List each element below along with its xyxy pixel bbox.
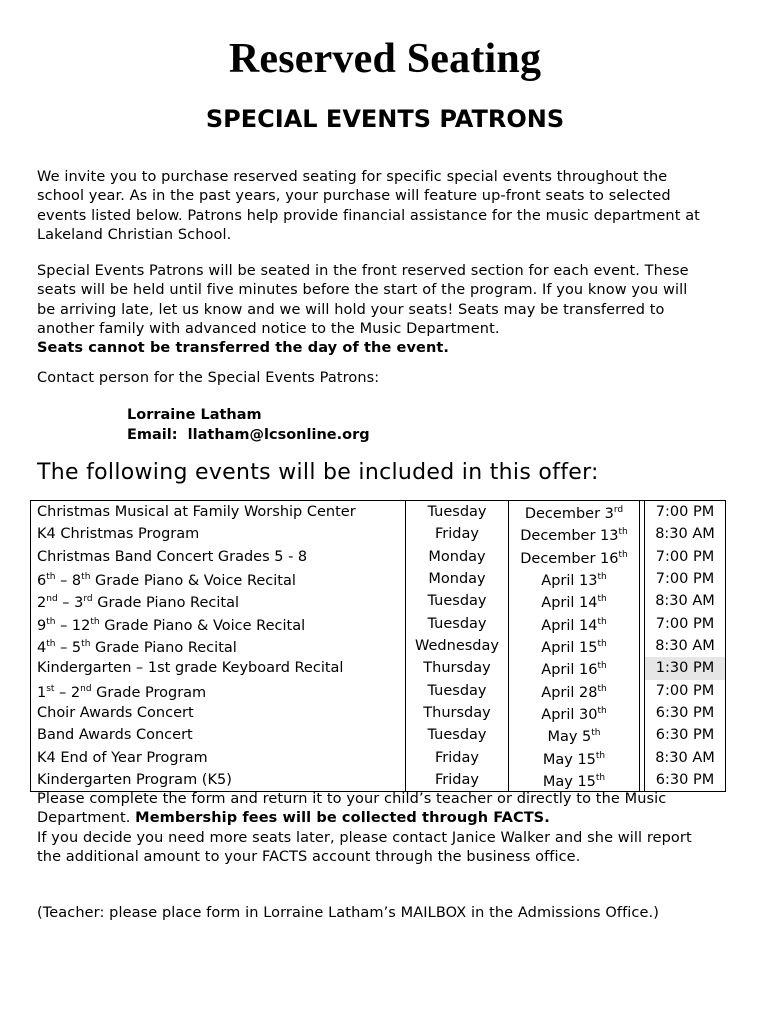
event-date: December 3rd [509,501,640,524]
seating-paragraph: Special Events Patrons will be seated in the front reserved section for each event. These seats will be held until five minutes before the start of the program. If you know you will be arriving late, let us know and we will hold your seats! Seats may be transferred to another family with advanced notice to the Music Department. [37,263,689,337]
closing-line-4: the additional amount to your FACTS account through the business office. [37,848,581,865]
event-day: Thursday [406,702,509,724]
event-time: 6:30 PM [645,724,726,746]
event-date: April 13th [509,568,640,590]
closing-line-3: If you decide you need more seats later, please contact Janice Walker and she will report [37,829,692,846]
event-row [31,523,726,545]
contact-label: Contact person for the Special Events Patrons: [37,370,380,386]
contact-block [127,406,370,445]
closing-line-2-start: Department. [37,810,136,827]
event-row [31,635,726,657]
event-date: April 16th [509,657,640,679]
event-name: Kindergarten – 1st grade Keyboard Recital [31,657,406,679]
event-row [31,501,726,524]
page-subtitle: SPECIAL EVENTS PATRONS [205,105,565,133]
event-date: December 16th [509,546,640,568]
event-date: April 30th [509,702,640,724]
event-date: April 15th [509,635,640,657]
event-row [31,724,726,746]
event-row [31,680,726,702]
closing-paragraph [37,790,737,867]
event-row [31,769,726,792]
event-name: 9th – 12th Grade Piano & Voice Recital [31,613,406,635]
event-name: Christmas Musical at Family Worship Center [31,501,406,524]
event-time: 7:00 PM [645,501,726,524]
event-time: 7:00 PM [645,546,726,568]
event-day: Monday [406,568,509,590]
event-time: 6:30 PM [645,769,726,792]
event-day: Tuesday [406,613,509,635]
page-title: Reserved Seating [228,36,542,82]
email-label: Email: [127,426,178,443]
event-day: Thursday [406,657,509,679]
event-name: 1st – 2nd Grade Program [31,680,406,702]
event-row [31,590,726,612]
event-time: 1:30 PM [645,657,726,679]
closing-line-2-bold: Membership fees will be collected through FACTS. [135,810,550,827]
event-time: 7:00 PM [645,613,726,635]
events-table [30,500,726,792]
event-row [31,546,726,568]
event-day: Friday [406,747,509,769]
event-date: May 5th [509,724,640,746]
event-name: 6th – 8th Grade Piano & Voice Recital [31,568,406,590]
event-row [31,568,726,590]
event-row [31,747,726,769]
event-date: May 15th [509,769,640,792]
teacher-note: (Teacher: please place form in Lorraine Latham’s MAILBOX in the Admissions Office.) [37,905,659,921]
event-date: April 28th [509,680,640,702]
event-name: Christmas Band Concert Grades 5 - 8 [31,546,406,568]
contact-name: Lorraine Latham [127,407,262,423]
event-name: K4 Christmas Program [31,523,406,545]
event-date: April 14th [509,613,640,635]
event-time: 8:30 AM [645,747,726,769]
event-time: 8:30 AM [645,635,726,657]
event-name: Kindergarten Program (K5) [31,769,406,792]
event-time: 7:00 PM [645,568,726,590]
event-name: Choir Awards Concert [31,702,406,724]
event-time: 7:00 PM [645,680,726,702]
seating-warning: Seats cannot be transferred the day of the event. [37,340,450,356]
event-time: 6:30 PM [645,702,726,724]
event-date: April 14th [509,590,640,612]
event-date: May 15th [509,747,640,769]
intro-paragraph: We invite you to purchase reserved seating for specific special events throughout the school year. As in the past years, your purchase will feature up-front seats to selected events listed below. Patrons help provide financial assistance for the music department at Lakeland Christian School. [37,169,700,243]
event-day: Monday [406,546,509,568]
event-row [31,657,726,679]
event-time: 8:30 AM [645,523,726,545]
event-name: K4 End of Year Program [31,747,406,769]
event-day: Tuesday [406,501,509,524]
event-date: December 13th [509,523,640,545]
event-time: 8:30 AM [645,590,726,612]
event-day: Wednesday [406,635,509,657]
contact-email: llatham@lcsonline.org [187,426,370,443]
event-name: 4th – 5th Grade Piano Recital [31,635,406,657]
event-name: Band Awards Concert [31,724,406,746]
event-day: Tuesday [406,680,509,702]
event-row [31,613,726,635]
event-day: Friday [406,769,509,792]
contact-email-line [127,426,370,446]
event-name: 2nd – 3rd Grade Piano Recital [31,590,406,612]
event-row [31,702,726,724]
event-day: Tuesday [406,724,509,746]
closing-line-1: Please complete the form and return it to your child’s teacher or directly to the Music [37,791,667,807]
events-heading: The following events will be included in this offer: [37,460,599,485]
event-day: Tuesday [406,590,509,612]
event-day: Friday [406,523,509,545]
